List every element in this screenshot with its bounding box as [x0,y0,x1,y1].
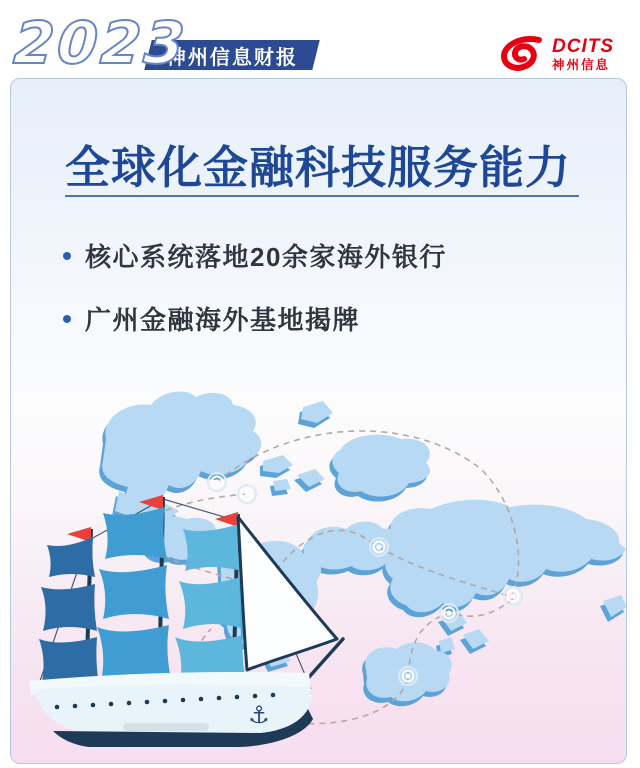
location-marker-icon [238,485,256,503]
ship-illustration [29,495,343,747]
bullet-dot-icon [63,252,71,260]
report-badge-label: 神州信息财报 [166,46,298,69]
location-marker-icon [440,604,458,622]
list-item [63,237,447,274]
bullet-dot-icon [63,315,71,323]
dcits-swirl-icon [500,34,546,74]
location-marker-icon [399,667,417,685]
globalization-illustration [11,379,626,763]
content-card [10,78,627,764]
logo-name: DCITS [552,35,614,57]
highlights-list [63,211,447,337]
list-item-text: 核心系统落地20余家海外银行 [85,242,447,272]
anchor-icon: ⚓ [248,702,270,729]
list-item [63,300,447,337]
title-underline [65,195,579,197]
location-marker-icon [504,587,522,605]
company-logo [500,34,614,74]
list-item-text: 广州金融海外基地揭牌 [85,305,361,335]
page-title: 全球化金融科技服务能力 [65,143,572,193]
location-marker-icon [370,538,388,556]
logo-text [552,37,614,72]
header [0,0,640,78]
location-marker-icon [208,473,226,491]
year-outline-text: 2023 [11,9,190,77]
logo-company-name: 神州信息 [552,57,611,72]
